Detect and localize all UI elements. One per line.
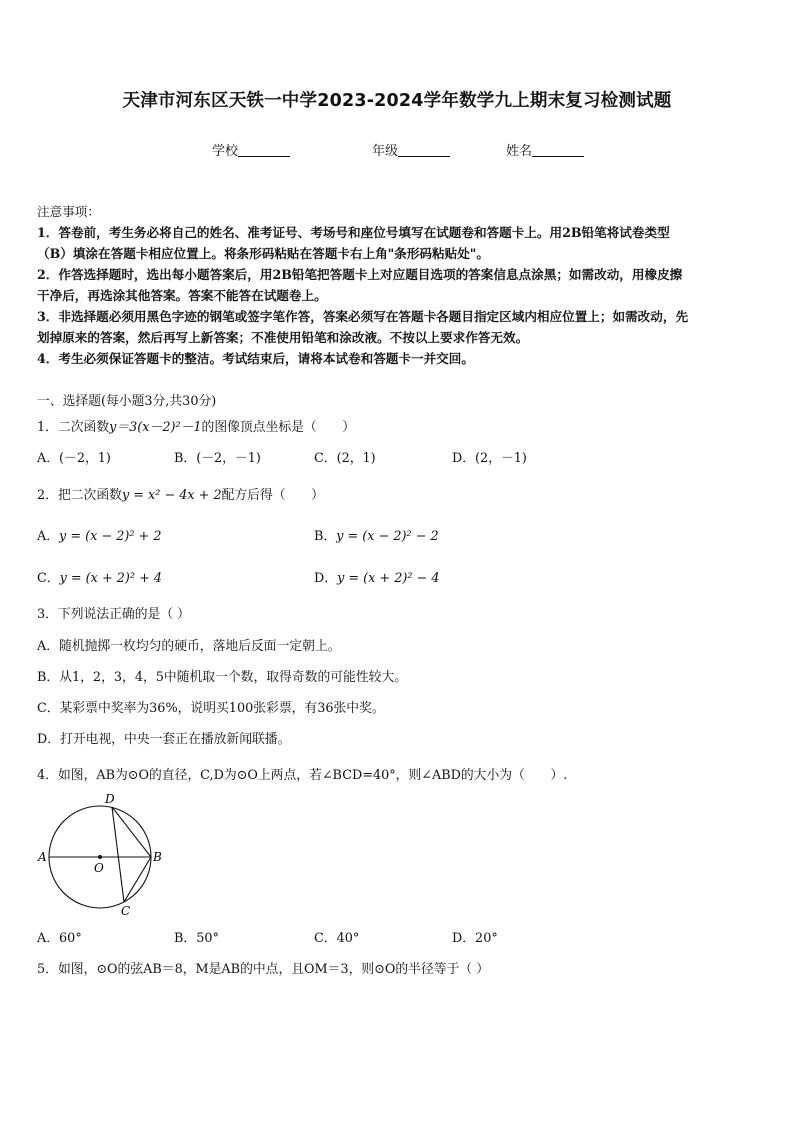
question-5-stem: 5．如图，⊙O的弦AB＝8，M是AB的中点，且OM＝3，则⊙O的半径等于（ ） xyxy=(37,962,490,977)
q4-option-b[interactable]: B．50° xyxy=(174,931,219,946)
notice-line: 干净后，再选涂其他答案。答案不能答在试题卷上。 xyxy=(37,288,327,303)
q2-expression: y = x² − 4x + 2 xyxy=(121,488,222,503)
q3-option-a[interactable]: A．随机抛掷一枚均匀的硬币，落地后反面一定朝上。 xyxy=(37,639,341,654)
name-label: 姓名 xyxy=(506,144,533,159)
question-2-stem xyxy=(37,484,324,503)
q4-option-c[interactable]: C．40° xyxy=(314,931,360,946)
label-c: C xyxy=(121,904,131,918)
center-dot xyxy=(98,855,102,859)
school-field[interactable] xyxy=(212,140,290,159)
page-title: 天津市河东区天铁一中学2023-2024学年数学九上期末复习检测试题 xyxy=(122,91,672,111)
q2-option-a-letter: A． xyxy=(37,529,60,544)
notice-line: （B）填涂在答题卡相应位置上。将条形码粘贴在答题卡右上角"条形码粘贴处"。 xyxy=(37,246,489,261)
q4-option-d[interactable]: D．20° xyxy=(452,931,498,946)
q1-option-c[interactable]: C．(2，1) xyxy=(314,451,376,466)
chord-cb xyxy=(124,857,151,902)
q1-option-d[interactable]: D．(2，－1) xyxy=(452,451,527,466)
chord-dc xyxy=(112,807,124,902)
q2-option-b[interactable] xyxy=(314,525,439,544)
q2-option-b-letter: B． xyxy=(314,529,337,544)
school-blank[interactable] xyxy=(238,143,290,157)
q1-stem-b: 的图像顶点坐标是（ ） xyxy=(201,420,356,435)
notice-line: 2．作答选择题时，选出每小题答案后，用2B铅笔把答题卡上对应题目选项的答案信息点涂黑；如需改动，用橡皮擦 xyxy=(37,267,683,282)
name-blank[interactable] xyxy=(532,143,584,157)
q3-option-d[interactable]: D．打开电视，中央一套正在播放新闻联播。 xyxy=(37,732,291,747)
label-a: A xyxy=(38,850,47,864)
q2-stem-b: 配方后得（ ） xyxy=(221,488,324,503)
q2-option-a-expr: y = (x − 2)² + 2 xyxy=(59,529,162,544)
q1-stem-a: 1．二次函数 xyxy=(37,420,110,435)
question-4-stem: 4．如图，AB为⊙O的直径，C,D为⊙O上两点，若∠BCD=40°，则∠ABD的大小为（ ）. xyxy=(37,768,568,783)
notice-line: 3．非选择题必须用黑色字迹的钢笔或签字笔作答，答案必须写在答题卡各题目指定区域内相应位置上；如需改动，先 xyxy=(37,309,689,324)
q2-stem-a: 2．把二次函数 xyxy=(37,488,122,503)
q4-option-a[interactable]: A．60° xyxy=(37,931,82,946)
q2-option-c[interactable] xyxy=(37,567,162,586)
section-title: 一、选择题(每小题3分,共30分) xyxy=(37,394,217,409)
q2-option-c-letter: C． xyxy=(37,571,60,586)
q2-option-d[interactable] xyxy=(314,567,439,586)
notice-title: 注意事项： xyxy=(37,204,100,219)
notice-line: 1．答卷前，考生务必将自己的姓名、准考证号、考场号和座位号填写在试题卷和答题卡上。用2B铅笔将试卷类型 xyxy=(37,225,670,240)
q1-option-a[interactable]: A．(－2，1) xyxy=(37,451,111,466)
q2-option-d-expr: y = (x + 2)² − 4 xyxy=(337,571,440,586)
label-d: D xyxy=(105,792,115,806)
q1-expression: y＝3(x－2)²－1 xyxy=(109,420,202,435)
q3-option-c[interactable]: C．某彩票中奖率为36%，说明买100张彩票，有36张中奖。 xyxy=(37,701,385,716)
grade-field[interactable] xyxy=(372,140,450,159)
grade-label: 年级 xyxy=(372,144,399,159)
school-label: 学校 xyxy=(212,144,239,159)
grade-blank[interactable] xyxy=(398,143,450,157)
q2-option-d-letter: D． xyxy=(314,571,338,586)
label-b: B xyxy=(153,850,162,864)
circle-diagram xyxy=(30,786,170,922)
q1-option-b[interactable]: B．(－2，－1) xyxy=(174,451,261,466)
name-field[interactable] xyxy=(506,140,584,159)
notice-line: 划掉原来的答案，然后再写上新答案；不准使用铅笔和涂改液。不按以上要求作答无效。 xyxy=(37,330,529,345)
q2-option-b-expr: y = (x − 2)² − 2 xyxy=(336,529,439,544)
q2-option-a[interactable] xyxy=(37,525,161,544)
q2-option-c-expr: y = (x + 2)² + 4 xyxy=(59,571,163,586)
label-o: O xyxy=(94,861,104,875)
question-3-stem: 3．下列说法正确的是（ ） xyxy=(37,607,190,622)
notice-line: 4．考生必须保证答题卡的整洁。考试结束后，请将本试卷和答题卡一并交回。 xyxy=(37,351,474,366)
question-1-stem xyxy=(37,416,355,435)
q3-option-b[interactable]: B．从1，2，3，4，5中随机取一个数，取得奇数的可能性较大。 xyxy=(37,670,408,685)
